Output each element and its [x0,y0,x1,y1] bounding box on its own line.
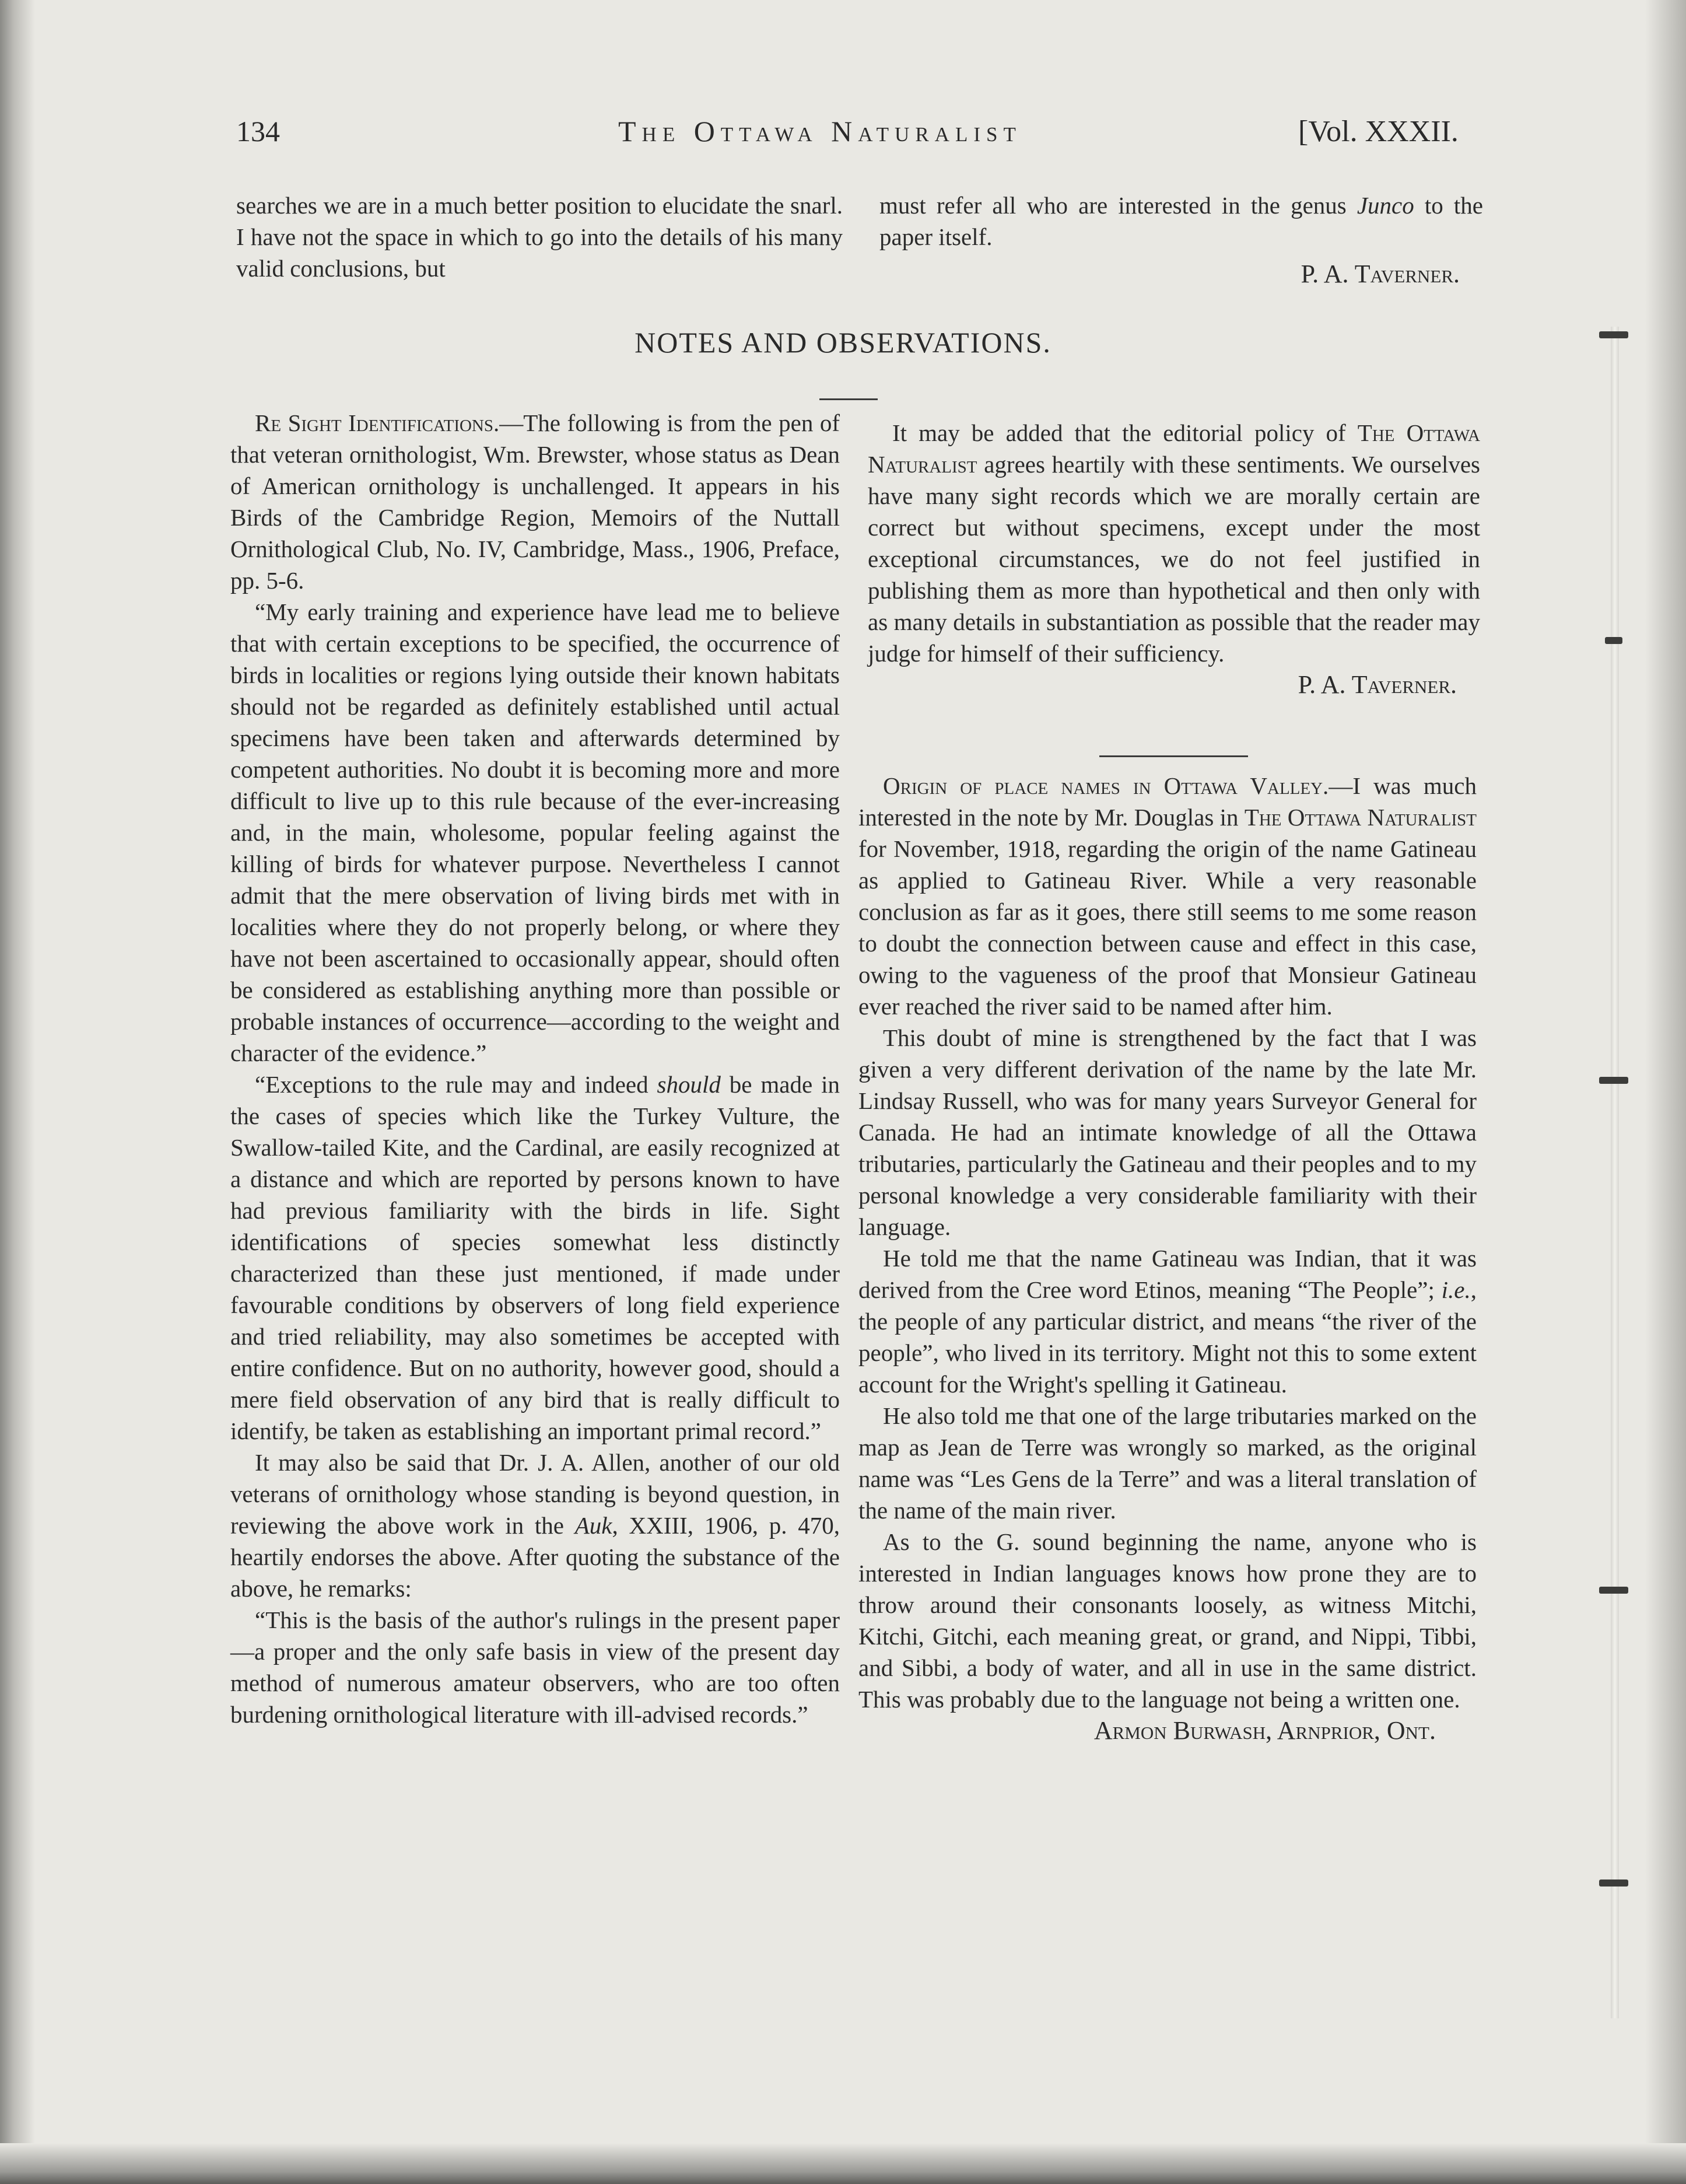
paragraph [230,407,840,596]
text-run: be made in the cases of species which like the Turkey Vulture, the Swallow-tailed Kite, and the Cardinal, are easily recognized at a distance and which are reported by persons known to have had previous familiarity with the birds in life. Sight identifications of species somewhat less distinctly characterized than these just mentioned, if made under favourable conditions by observers of long field experience and tried reliability, may also sometimes be accepted with entire confidence. But on no authority, however good, should a mere field observation of any bird that is really difficult to identify, be taken as establishing an important primal record.” [230,1071,840,1444]
paragraph [230,1447,840,1604]
scan-edge-mark [1599,1587,1628,1594]
article-place-names [858,770,1477,1746]
text-run: He told me that the name Gatineau was Indian, that it was derived from the Cree word Etinos, meaning “The People”; [858,1245,1477,1303]
text-run: for November, 1918, regarding the origin of the name Gatineau as applied to Gatineau River. While a very reasonable conclusion as far as it goes, there still seems to me some reason to doubt the connection between cause and effect in this case, owing to the vagueness of the proof that Monsieur Gatineau ever reached the river said to be named after him. [858,835,1477,1020]
scan-edge-mark [1599,1880,1628,1887]
text-run: , the people of any particular district, and means “the river of the people”, who lived in its territory. Might not this to some extent account for the Wright's spelling it Gatineau. [858,1276,1477,1398]
previous-article-text [879,190,1483,253]
paragraph: “This is the basis of the author's rulings in the present paper—a proper and the only safe basis in view of the present day method of numerous amateur observers, who are too often burdening ornithological literature with ill-advised records.” [230,1606,840,1728]
signature-taverner: P. A. Taverner. [1301,260,1460,288]
paragraph [230,1069,840,1447]
article-divider [1099,755,1248,757]
text-run: —The following is from the pen of that veteran ornithologist, Wm. Brewster, whose status as Dean of American ornithology is unchallenged. It appears in his Birds of the Cambridge Region, Memoirs of the Nuttall Ornithological Club, No. IV, Cambridge, Mass., 1906, Preface, pp. 5-6. [230,410,840,594]
italic-genus: Junco [1356,192,1414,219]
scan-edge-mark [1605,637,1622,644]
scan-edge-mark [1599,1077,1628,1084]
article-sight-identifications [230,407,840,1730]
italic-abbreviation: i.e. [1441,1276,1471,1303]
italic-journal: Auk [574,1512,612,1539]
paragraph: As to the G. sound beginning the name, anyone who is interested in Indian languages knows how prone they are to throw around their consonants loosely, as witness Mitchi, Kitchi, Gitchi, each meaning great, or grand, and Nippi, Tibbi, and Sibbi, a body of water, and all in use in the same district. This was probably due to the language not being a written one. [858,1528,1477,1713]
paragraph [868,417,1480,669]
paragraph: This doubt of mine is strengthened by the fact that I was given a very different derivation of the name by the late Mr. Lindsay Russell, who was for many years Surveyor General for Canada. He had an intimate knowledge of all the Ottawa tributaries, particularly the Gatineau and their peoples and to my personal knowledge a very considerable familiarity with their language. [858,1024,1477,1240]
article-sight-identifications-continued [868,417,1480,701]
previous-article-right [879,190,1483,290]
running-head [0,114,1686,167]
journal-name: The Ottawa Naturalist [868,419,1481,478]
text-run: —I was much interested in the note by Mr. Douglas in [858,772,1477,831]
text-run: It may also be said that Dr. J. A. Allen, another of our old veterans of ornithology whose standing is beyond question, in reviewing the above work in the [230,1449,840,1539]
signature-burwash: Armon Burwash, Arnprior, Ont. [1093,1716,1436,1745]
paragraph [858,770,1477,1022]
article-heading: Origin of place names in Ottawa Valley. [883,772,1329,799]
article-heading: Re Sight Identifications. [255,410,500,436]
signature-taverner: P. A. Taverner. [1298,670,1457,699]
text-run: “Exceptions to the rule may and indeed [255,1071,657,1098]
journal-name: The Ottawa Naturalist [1244,804,1477,831]
section-rule [819,398,878,400]
text-run: It may be added that the editorial policy of [892,419,1358,446]
paragraph: “My early training and experience have lead me to believe that with certain exceptions to be specified, the occurrence of birds in localities or regions lying outside their known habitats should not be regarded as definitely established until actual specimens have been taken and afterwards determined by competent authorities. No doubt it is becoming more and more difficult to live up to this rule because of the ever-increasing and, in the main, wholesome, popular feeling against the killing of birds for whatever purpose. Nevertheless I cannot admit that the mere observation of living birds met with in localities where they do not properly belong, or where they have not been ascertained to occasionally appear, should often be considered as establishing anything more than possible or probable instances of occurrence—according to the weight and character of the evidence.” [230,598,840,1066]
page-number: 134 [236,115,280,148]
paragraph: He also told me that one of the large tributaries marked on the map as Jean de Terre was wrongly so marked, as the original name was “Les Gens de la Terre” and was a literal translation of the name of the main river. [858,1402,1477,1524]
text-run: agrees heartily with these sentiments. We ourselves have many sight records which we are morally certain are correct but without specimens, except under the most exceptional circumstances, we do not feel justified in publishing them as more than hypothetical and then only with as many details in substantiation as possible that the reader may judge for himself of their sufficiency. [868,451,1480,667]
italic-word: should [657,1071,721,1098]
journal-title: The Ottawa Naturalist [618,115,1022,148]
previous-article-text: searches we are in a much better position to elucidate the snarl. I have not the space in which to go into the details of his many valid conclusions, but [236,192,843,282]
section-title: NOTES AND OBSERVATIONS. [635,326,1051,359]
text-run: , XXIII, 1906, p. 470, heartily endorses the above. After quoting the substance of the above, he remarks: [230,1512,840,1602]
text-run: must refer all who are interested in the genus [879,192,1357,219]
text-run: to the paper itself. [879,192,1483,250]
previous-article-left [236,190,843,284]
scan-edge-rail [1611,327,1619,2018]
volume-label: [Vol. XXXII. [1298,115,1459,148]
paragraph [858,1242,1477,1400]
page-bottom-edge [0,2143,1686,2184]
